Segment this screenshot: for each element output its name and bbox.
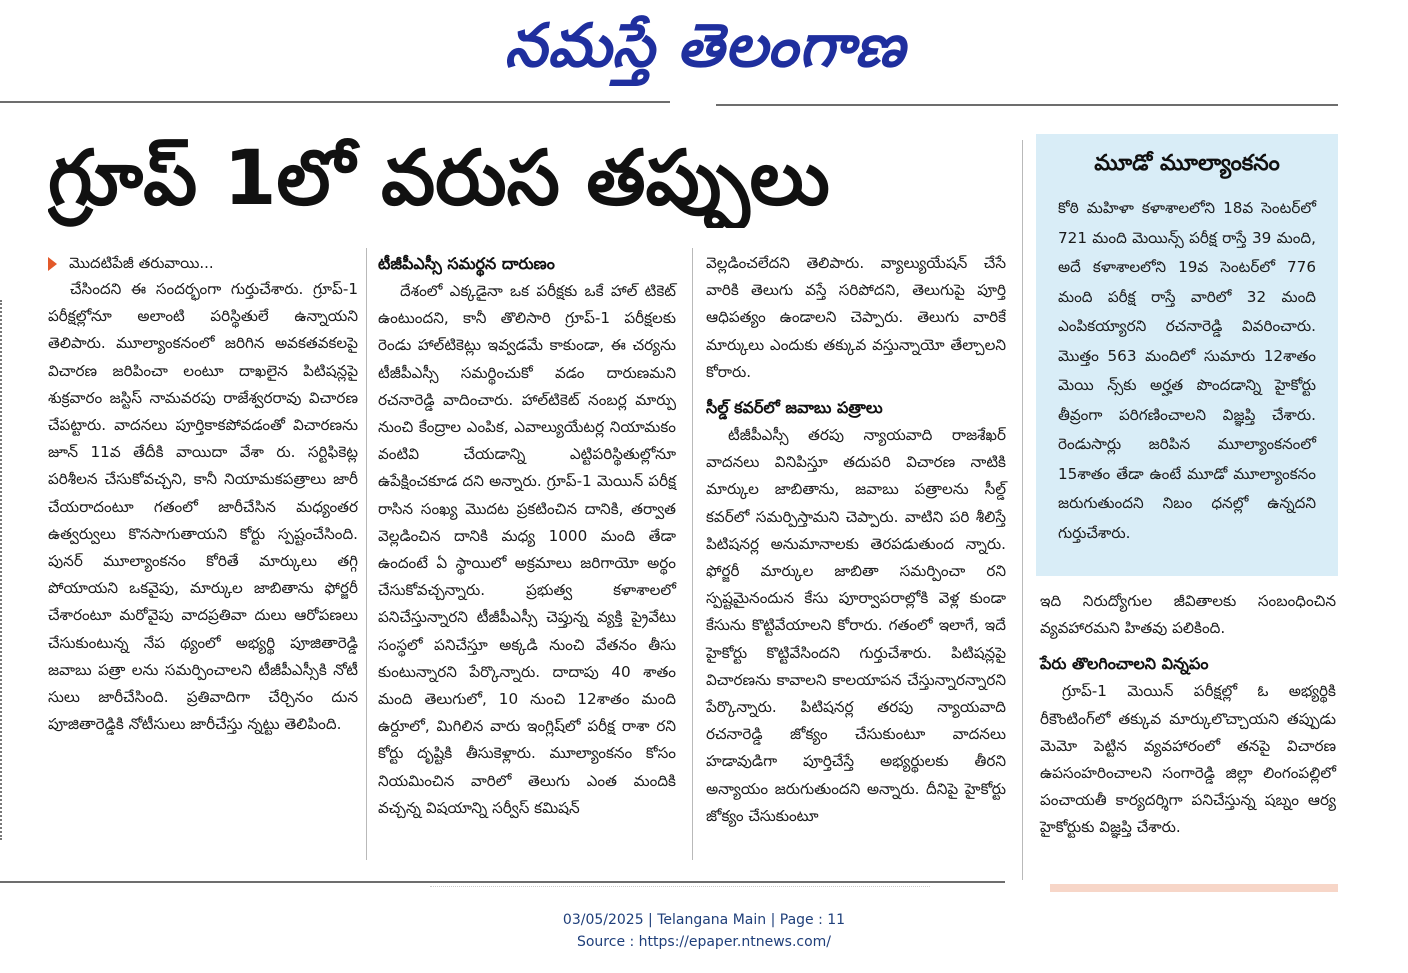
faint-cut-line: [430, 886, 930, 897]
bottom-accent-strip: [1050, 884, 1338, 892]
article-headline: గ్రూప్ 1లో వరుస తప్పులు: [48, 133, 830, 222]
sidebar-box: [1036, 134, 1338, 576]
continued-text: మొదటిపేజీ తరువాయి...: [69, 254, 214, 272]
subhead-sealed-cover: సీల్డ్ కవర్‌లో జవాబు పత్రాలు: [706, 398, 883, 418]
footer-date-page: 03/05/2025 | Telangana Main | Page : 11: [562, 912, 846, 928]
column-1-paragraph: చేసిందని ఈ సందర్భంగా గుర్తుచేశారు. గ్రూప్-1 పరీక్షల్లోనూ అలాంటి పరిస్థితులే ఉన్నాయని తెలిపారు. మూల్యాంకనంలో జరిగిన అవకతవకలపై విచారణ జరిపించా లంటూ దాఖలైన పిటిషన్లపై శుక్రవారం జస్టిస్ నామవరపు రాజేశ్వరరావు విచారణ చేపట్టారు. వాదనలు పూర్తికాకపోవడంతో విచారణను జూన్ 11వ తేదీకి వాయిదా వేశా రు. సర్టిఫికెట్ల పరిశీలన చేసుకోవచ్చని, కానీ నియామకపత్రాలు జారీ చేయరాదంటూ గతంలో జారీచేసిన మధ్యంతర ఉత్వర్వులు కొనసాగుతాయని కోర్టు స్పష్టంచేసింది. పునర్ మూల్యాంకనం కోరితే మార్కులు తగ్గి పోయాయని ఒకవైపు, మార్కుల జాబితాను ఫోర్జరీ చేశారంటూ మరోవైపు వాదప్రతివా దులు ఆరోపణలు చేసుకుంటున్న నేప థ్యంలో అభ్యర్థి పూజితారెడ్డి జవాబు పత్రా లను సమర్పించాలని టీజీపీఎస్సీకి నోటీ సులు జారీచేసింది. ప్రతివాదిగా చేర్చినం దున పూజితారెడ్డికి నోటీసులు జారీచేస్తు న్నట్టు తెలిపింది.: [48, 280, 358, 734]
article-column-1: [48, 250, 358, 738]
sidebar-box-body: కోఠి మహిళా కళాశాలలోని 18వ సెంటర్‌లో 721 మంది మెయిన్స్ పరీక్ష రాస్తే 39 మంది, అదే కళాశాలలోని 19వ సెంటర్‌లో 776 మంది పరీక్ష రాస్తే వారిలో 32 మంది ఎంపికయ్యారని రచనారెడ్డి వివరించారు. మొత్తం 563 మందిలో సుమారు 12శాతం మెయి న్స్‌కు అర్హత పొందడాన్ని హైకోర్టు తీవ్రంగా పరిగణించాలని విజ్ఞప్తి చేశారు. రెండుసార్లు జరిపిన మూల్యాంకనంలో 15శాతం తేడా ఉంటే మూడో మూల్యాంకనం జరుగుతుందని నిబం ధనల్లో ఉన్నదని గుర్తుచేశారు.: [1058, 199, 1316, 542]
sidebar-box-title: మూడో మూల్యాంకనం: [1094, 151, 1280, 176]
continued-label: [48, 250, 358, 276]
article-column-4: [1040, 588, 1336, 842]
article-column-3: [706, 250, 1006, 830]
top-rule-left: [0, 101, 670, 103]
column-2-paragraph: దేశంలో ఎక్కడైనా ఒక పరీక్షకు ఒకే హాల్ టికెట్ ఉంటుందని, కానీ తొలిసారి గ్రూప్-1 పరీక్షలకు రెండు హాల్‌టికెట్లు ఇవ్వడమే కాకుండా, ఈ చర్యను టీజీపీఎస్సీ సమర్థించుకో వడం దారుణమని రచనారెడ్డి వాదించారు. హాల్‌టికెట్ నంబర్ల మార్పు నుంచి కేంద్రాల ఎంపిక, ఎవాల్యుయేటర్ల నియామకం వంటివి చేయడాన్ని ఎట్టిపరిస్థితుల్లోనూ ఉపేక్షించకూడ దని అన్నారు. గ్రూప్-1 మెయిన్ పరీక్ష రాసిన సంఖ్య మొదట ప్రకటించిన దానికి, తర్వాత వెల్లడించిన దానికి మధ్య 1000 మంది తేడా ఉందంటే ఏ స్థాయిలో అక్రమాలు జరిగాయో అర్థం చేసుకోవచ్చన్నారు. ప్రభుత్వ కళాశాలలో పనిచేస్తున్నారని టీజీపీఎస్సీ చెప్తున్న వ్యక్తి ప్రైవేటు సంస్థలో పనిచేస్తూ అక్కడి నుంచి వేతనం తీసు కుంటున్నారని పేర్కొన్నారు. దాదాపు 40 శాతం మంది తెలుగులో, 10 నుంచి 12శాతం మంది ఉర్దూలో, మిగిలిన వారు ఇంగ్లిష్‌లో పరీక్ష రాశా రని కోర్టు దృష్టికి తీసుకెళ్లారు. మూల్యాంకనం కోసం నియమించిన వారిలో తెలుగు ఎంత మందికి వచ్చన్న విషయాన్ని సర్వీస్ కమిషన్: [378, 282, 676, 817]
article-column-2: [378, 250, 676, 822]
column-4-paragraph-1: ఇది నిరుద్యోగుల జీవితాలకు సంబంధించిన వ్యవహారమని హితవు పలికింది.: [1040, 592, 1336, 638]
column-divider: [692, 248, 693, 860]
left-margin-ticks: [0, 300, 8, 840]
subhead-name-removal: పేరు తొలగించాలని విన్నపం: [1040, 654, 1209, 674]
bottom-rule: [0, 881, 1005, 883]
subhead-tgpsc: టీజీపీఎస్సీ సమర్థన దారుణం: [378, 254, 555, 273]
column-3-paragraph-1: వెల్లడించలేదని తెలిపారు. వ్యాల్యుయేషన్ చేసే వారికి తెలుగు వస్తే సరిపోదని, తెలుగుపై పూర్తి ఆధిపత్యం ఉండాలని చెప్పారు. తెలుగు వారికే మార్కులు ఎందుకు తక్కువ వస్తున్నాయో తేల్చాలని కోరారు.: [706, 254, 1006, 381]
column-3-paragraph-2: టీజీపీఎస్సీ తరపు న్యాయవాది రాజశేఖర్ వాదనలు వినిపిస్తూ తదుపరి విచారణ నాటికి మార్కుల జాబితాను, జవాబు పత్రాలను సీల్డ్ కవర్‌లో సమర్పిస్తామని చెప్పారు. వాటిని పరి శీలిస్తే పిటిషనర్ల అనుమానాలకు తెరపడుతుంద న్నారు. ఫోర్జరీ మార్కుల జాబితా సమర్పించా రని స్పష్టమైనందున కేసు పూర్వాపరాల్లోకి వెళ్ల కుండా కేసును కొట్టివేయాలని కోరారు. గతంలో ఇలాగే, ఇదే హైకోర్టు కొట్టివేసిందని గుర్తుచేశారు. పిటిషన్లపై విచారణను కావాలని కాలయాపన చేస్తున్నారన్నారని పేర్కొన్నారు. పిటిషనర్ల తరపు న్యాయవాది రచనారెడ్డి జోక్యం చేసుకుంటూ వాదనలు హడావుడిగా పూర్తిచేస్తే అభ్యర్థులకు తీరని అన్యాయం జరుగుతుందని అన్నారు. దీనిపై హైకోర్టు జోక్యం చేసుకుంటూ: [706, 426, 1006, 825]
column-4-paragraph-2: గ్రూప్-1 మెయిన్ పరీక్షల్లో ఓ అభ్యర్థికి రీకౌంటింగ్‌లో తక్కువ మార్కులొచ్చాయని తప్పుడు మెమో పెట్టిన వ్యవహారంలో తనపై విచారణ ఉపసంహరించాలని సంగారెడ్డి జిల్లా లింగంపల్లిలో పంచాయతీ కార్యదర్శిగా పనిచేస్తున్న షబ్నం ఆర్య హైకోర్టుకు విజ్ఞప్తి చేశారు.: [1040, 682, 1336, 837]
column-divider: [366, 248, 367, 860]
footer-source: Source : https://epaper.ntnews.com/: [576, 934, 832, 950]
column-divider: [1022, 140, 1023, 880]
masthead: [0, 0, 1408, 96]
arrow-right-icon: [48, 257, 57, 271]
top-rule-right: [716, 104, 1338, 106]
newspaper-logo: నమస్తే తెలంగాణ: [504, 11, 906, 81]
